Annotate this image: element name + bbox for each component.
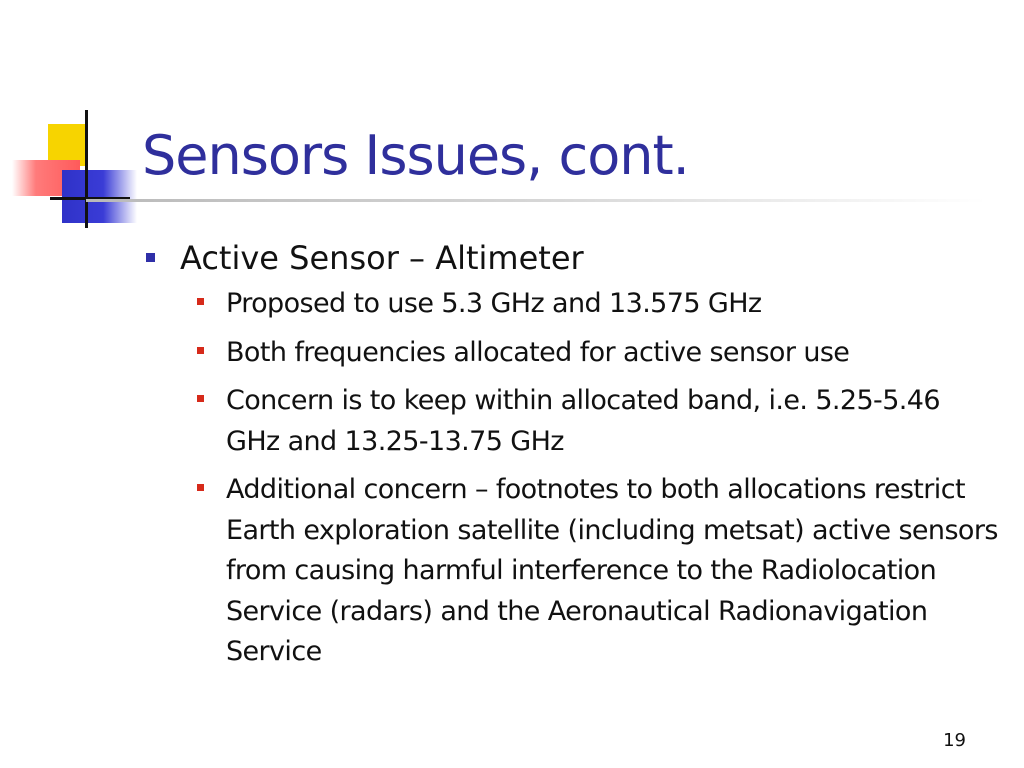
title-underline — [86, 199, 986, 202]
page-number: 19 — [943, 730, 966, 751]
sub-list-item — [180, 284, 1000, 325]
sub-list-item — [180, 381, 1000, 462]
bullet-text: Active Sensor – Altimeter — [180, 239, 584, 277]
sub-bullet-text: Proposed to use 5.3 GHz and 13.575 GHz — [226, 288, 762, 319]
square-bullet-icon — [197, 484, 204, 491]
decorative-logo — [0, 0, 140, 240]
sub-list-item — [180, 470, 1000, 673]
square-bullet-icon — [146, 253, 155, 262]
vertical-line — [85, 110, 88, 228]
slide-title: Sensors Issues, cont. — [142, 124, 689, 187]
square-bullet-icon — [197, 347, 204, 354]
square-bullet-icon — [197, 298, 204, 305]
sub-list-item — [180, 333, 1000, 374]
list-item — [140, 236, 1000, 673]
bullet-list — [140, 236, 1000, 681]
sub-bullet-text: Concern is to keep within allocated band, i.e. 5.25-5.46 GHz and 13.25-13.75 GHz — [226, 385, 940, 457]
sub-bullet-text: Additional concern – footnotes to both allocations restrict Earth exploration satellite (including metsat) active sensors from causing harmful interference to the Radiolocation Service (radars) and the Aeronautical Radionavigation Service — [226, 474, 998, 667]
sub-bullet-list — [180, 284, 1000, 673]
square-bullet-icon — [197, 395, 204, 402]
sub-bullet-text: Both frequencies allocated for active sensor use — [226, 336, 850, 368]
